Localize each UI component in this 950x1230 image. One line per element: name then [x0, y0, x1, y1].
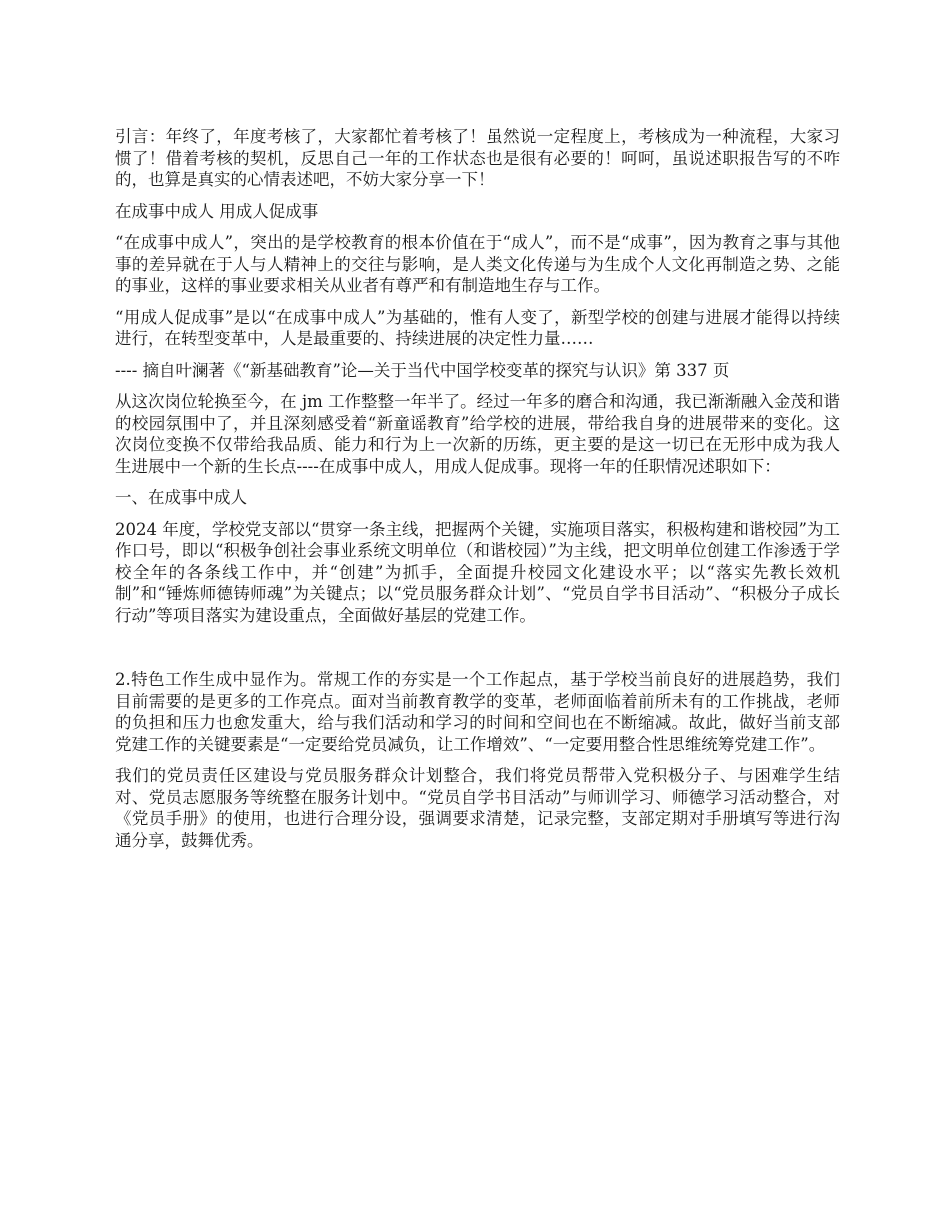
- section-2-paragraph-2: 我们的党员责任区建设与党员服务群众计划整合，我们将党员帮带入党积极分子、与困难学生结对、党员志愿服务等统整在服务计划中。“党员自学书目活动”与师训学习、师德学习活动整合，对《党员手册》的使用，也进行合理分设，强调要求清楚，记录完整，支部定期对手册填写等进行沟通分享，鼓舞优秀。: [115, 766, 840, 850]
- paragraph-gap: [115, 636, 840, 669]
- section-2-paragraph-1: 2.特色工作生成中显作为。常规工作的夯实是一个工作起点，基于学校当前良好的进展趋势，我们目前需要的是更多的工作亮点。面对当前教育教学的变革，老师面临着前所未有的工作挑战，老师的负担和压力也愈发重大，给与我们活动和学习的时间和空间也在不断缩减。故此，做好当前支部党建工作的关键要素是“一定要给党员减负，让工作增效”、“一定要用整合性思维统筹党建工作”。: [115, 670, 840, 754]
- section-1-title: 一、在成事中成人: [115, 488, 247, 507]
- intro-paragraph: 引言：年终了，年度考核了，大家都忙着考核了！虽然说一定程度上，考核成为一种流程，大家习惯了！借着考核的契机，反思自己一年的工作状态也是很有必要的！呵呵，虽说述职报告写的不咋的，也算是真实的心情表述吧，不妨大家分享一下！: [115, 127, 840, 189]
- quote-paragraph-2: “用成人促成事”是以“在成事中成人”为基础的，惟有人变了，新型学校的创建与进展才能得以持续进行，在转型变革中，人是最重要的、持续进展的决定性力量……: [115, 307, 840, 348]
- citation-line: ---- 摘自叶澜著《“新基础教育”论—关于当代中国学校变革的探究与认识》第 337 页: [115, 360, 730, 380]
- document-page: [115, 126, 840, 861]
- section-1-paragraph: 2024 年度，学校党支部以“贯穿一条主线，把握两个关键，实施项目落实，积极构建和谐校园”为工作口号，即以“积极争创社会事业系统文明单位（和谐校园）”为主线，把文明单位创建工作渗透于学校全年的各条线工作中，并“创建”为抓手，全面提升校园文化建设水平；以“落实先教长效机制”和“锤炼师德铸师魂”为关键点；以“党员服务群众计划”、“党员自学书目活动”、“积极分子成长行动”等项目落实为建设重点，全面做好基层的党建工作。: [115, 519, 840, 625]
- body-paragraph-1: 从这次岗位轮换至今，在 jm 工作整整一年半了。经过一年多的磨合和沟通，我已渐渐融入金茂和谐的校园氛围中了，并且深刻感受着“新童谣教育”给学校的进展，带给我自身的进展带来的变化。这次岗位变换不仅带给我品质、能力和行为上一次新的历练，更主要的是这一切已在无形中成为我人生进展中一个新的生长点----在成事中成人，用成人促成事。现将一年的任职情况述职如下：: [115, 392, 840, 476]
- motto-heading: 在成事中成人 用成人促成事: [115, 201, 319, 221]
- quote-paragraph-1: “在成事中成人”，突出的是学校教育的根本价值在于“成人”，而不是“成事”，因为教育之事与其他事的差异就在于人与人精神上的交往与影响，是人类文化传递与为生成个人文化再制造之势、之能的事业，这样的事业要求相关从业者有尊严和有制造地生存与工作。: [115, 233, 840, 295]
